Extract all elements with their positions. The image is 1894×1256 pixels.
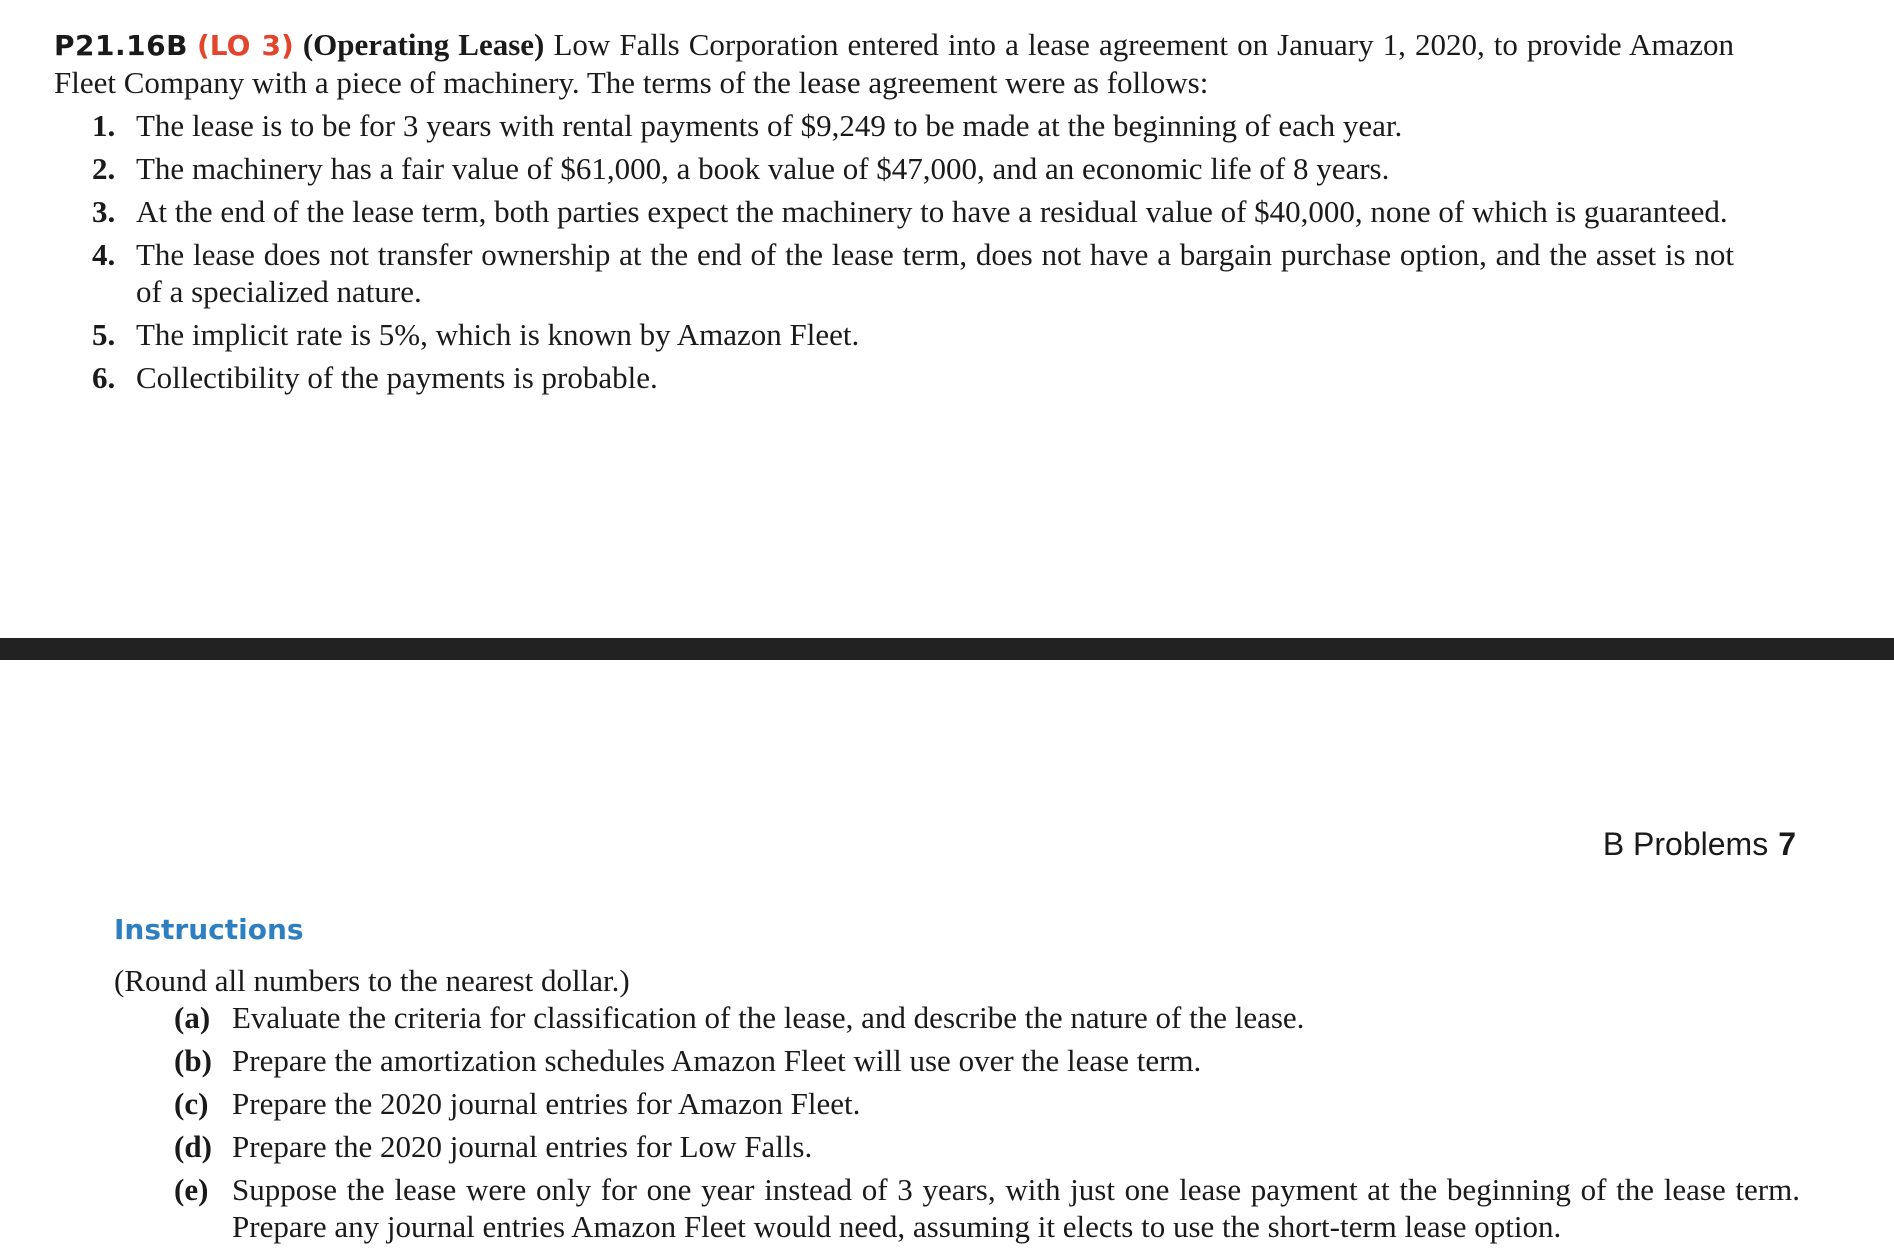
term-number: 3. <box>92 194 116 229</box>
problem-number: P21.16B <box>54 29 188 62</box>
step-text: Prepare the 2020 journal entries for Low Falls. <box>232 1129 813 1164</box>
page-number: 7 <box>1778 826 1796 862</box>
term-text: The lease does not transfer ownership at the end of the lease term, does not have a bargain purchase option, and the asset is not of a specialized nature. <box>136 237 1734 309</box>
step-label: (b) <box>174 1043 212 1078</box>
problem-block <box>54 26 1734 402</box>
term-text: The lease is to be for 3 years with rental payments of $9,249 to be made at the beginning of each year. <box>136 108 1403 143</box>
learning-objective: (LO 3) <box>197 29 294 62</box>
instructions-block <box>114 910 1800 1251</box>
term-number: 1. <box>92 108 116 143</box>
list-item <box>174 999 1800 1036</box>
list-item <box>174 1128 1800 1165</box>
term-number: 2. <box>92 151 116 186</box>
term-text: The implicit rate is 5%, which is known by Amazon Fleet. <box>136 317 860 352</box>
step-label: (e) <box>174 1172 209 1207</box>
term-text: Collectibility of the payments is probable. <box>136 360 658 395</box>
step-text: Prepare the 2020 journal entries for Amazon Fleet. <box>232 1086 861 1121</box>
list-item <box>92 150 1734 187</box>
term-number: 5. <box>92 317 116 352</box>
problem-intro-paragraph <box>54 26 1734 101</box>
list-item <box>174 1042 1800 1079</box>
list-item <box>92 107 1734 144</box>
list-item <box>174 1085 1800 1122</box>
list-item <box>174 1171 1800 1245</box>
step-label: (d) <box>174 1129 212 1164</box>
step-text: Suppose the lease were only for one year instead of 3 years, with just one lease payment at the beginning of the lease term. Prepare any journal entries Amazon Fleet would need, assuming it elects to use the short-term lease option. <box>232 1172 1800 1244</box>
section-title: B Problems <box>1602 826 1769 862</box>
term-text: At the end of the lease term, both parties expect the machinery to have a residual value of $40,000, none of which is guaranteed. <box>136 194 1728 229</box>
step-text: Prepare the amortization schedules Amazon Fleet will use over the lease term. <box>232 1043 1202 1078</box>
list-item <box>92 193 1734 230</box>
instructions-list <box>114 999 1800 1245</box>
instructions-heading: Instructions <box>114 913 304 946</box>
step-label: (c) <box>174 1086 209 1121</box>
term-number: 6. <box>92 360 116 395</box>
list-item <box>92 236 1734 310</box>
page-header <box>1603 826 1796 863</box>
page-divider-bar <box>0 638 1894 660</box>
term-number: 4. <box>92 237 116 272</box>
problem-title: (Operating Lease) <box>302 27 545 62</box>
term-text: The machinery has a fair value of $61,000, a book value of $47,000, and an economic life of 8 years. <box>136 151 1390 186</box>
step-label: (a) <box>174 1000 211 1035</box>
list-item <box>92 359 1734 396</box>
lease-terms-list <box>54 107 1734 396</box>
step-text: Evaluate the criteria for classification of the lease, and describe the nature of the lease. <box>232 1000 1305 1035</box>
problem-intro-text: Low Falls Corporation entered into a lease agreement on January 1, 2020, to provide Amazon Fleet Company with a piece of machinery. The terms of the lease agreement were as follows: <box>54 27 1734 100</box>
list-item <box>92 316 1734 353</box>
instructions-note: (Round all numbers to the nearest dollar.) <box>114 963 630 998</box>
